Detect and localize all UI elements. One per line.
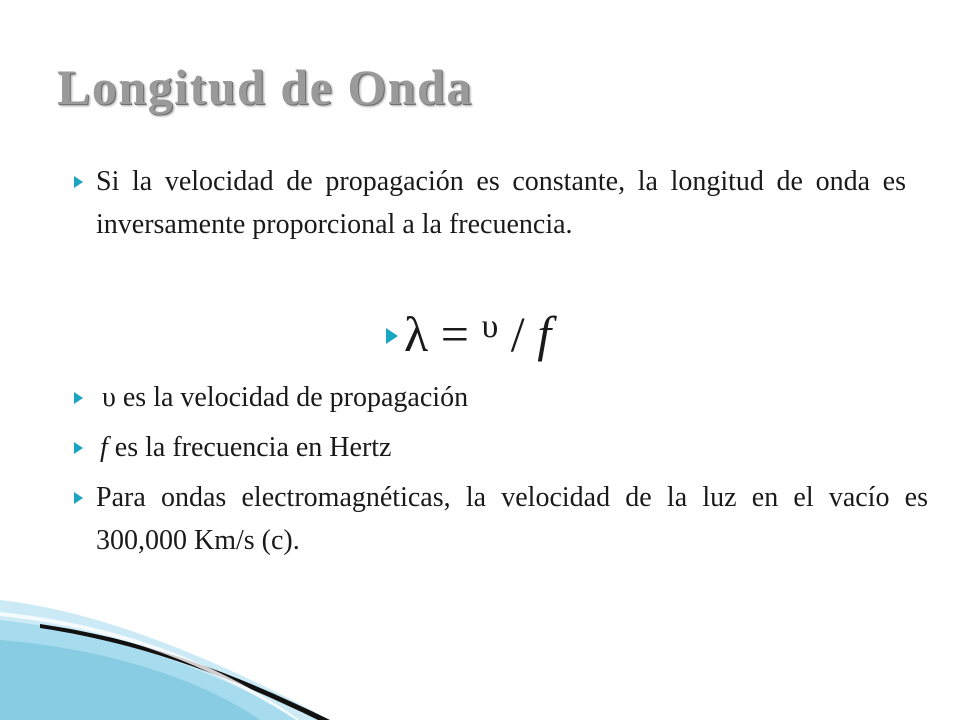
bullet-text: Si la velocidad de propagación es constante, la longitud de onda es inversamente proporcional a la frecuencia. — [96, 166, 906, 240]
slide-title: Longitud de Onda — [57, 59, 473, 115]
bullet-item-light-speed — [74, 476, 928, 562]
formula-lambda: λ — [404, 306, 429, 362]
triangle-bullet-icon — [74, 442, 83, 454]
triangle-bullet-icon — [74, 176, 83, 188]
frequency-text: es la frecuencia en Hertz — [114, 432, 392, 463]
triangle-bullet-icon — [74, 392, 83, 404]
triangle-bullet-icon — [386, 328, 398, 344]
formula-upsilon: υ — [481, 308, 499, 345]
velocity-text: es la velocidad de propagación — [122, 382, 469, 413]
bullet-text: Para ondas electromagnéticas, la velocidad de la luz en el vacío es 300,000 Km/s (c). — [96, 482, 928, 556]
bullet-list — [74, 160, 906, 246]
velocity-symbol: υ — [102, 382, 116, 413]
formula-equals: = — [440, 306, 469, 362]
frequency-symbol: f — [100, 432, 108, 463]
bullet-item-frequency — [74, 426, 392, 469]
bullet-item-inverse-proportion — [74, 160, 906, 246]
bullet-item-velocity — [74, 376, 468, 419]
formula-slash: / — [510, 306, 525, 362]
triangle-bullet-icon — [74, 492, 83, 504]
wavelength-formula — [386, 304, 551, 371]
formula-frequency: f — [537, 306, 552, 362]
wave-decoration — [0, 580, 420, 720]
